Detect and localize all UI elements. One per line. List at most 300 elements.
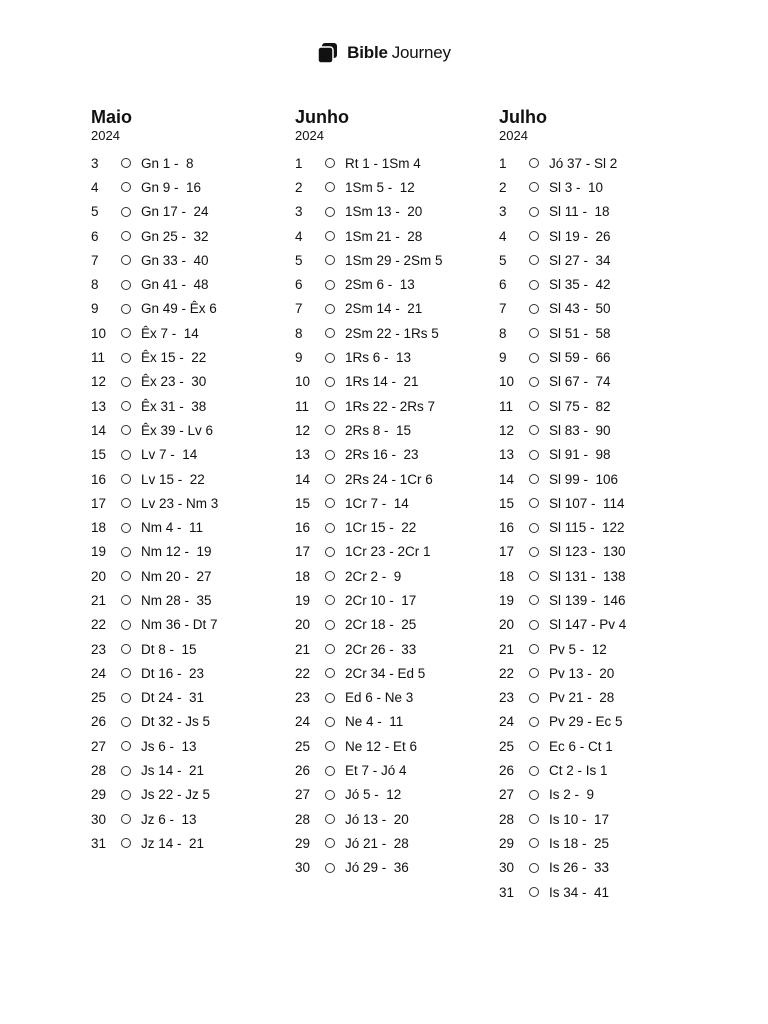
checkbox-circle-icon[interactable] (325, 450, 335, 460)
list-item[interactable] (91, 224, 295, 248)
checkbox-circle-icon[interactable] (325, 814, 335, 824)
list-item[interactable] (91, 200, 295, 224)
brand-header (0, 42, 768, 64)
checkbox-circle-icon[interactable] (325, 474, 335, 484)
checkbox-circle-icon[interactable] (325, 693, 335, 703)
day-number: 12 (499, 422, 515, 438)
checkbox-circle-icon[interactable] (529, 231, 539, 241)
list-item[interactable] (499, 807, 703, 831)
list-item[interactable] (295, 297, 499, 321)
list-item[interactable] (499, 734, 703, 758)
day-number: 4 (91, 179, 99, 195)
checkbox-circle-icon[interactable] (121, 353, 131, 363)
reading-range: Is 10 - 17 (549, 811, 610, 827)
day-number: 30 (91, 811, 107, 827)
reading-range: Is 26 - 33 (549, 860, 610, 876)
reading-range: Sl 59 - 66 (549, 350, 611, 366)
day-number: 2 (499, 179, 507, 195)
day-number: 8 (499, 325, 507, 341)
list-item[interactable] (91, 443, 295, 467)
checkbox-circle-icon[interactable] (325, 498, 335, 508)
checkbox-circle-icon[interactable] (121, 425, 131, 435)
day-number: 16 (499, 520, 515, 536)
checkbox-circle-icon[interactable] (121, 717, 131, 727)
checkbox-circle-icon[interactable] (529, 693, 539, 703)
day-number: 27 (499, 787, 515, 803)
list-item[interactable] (499, 272, 703, 296)
list-item[interactable] (295, 345, 499, 369)
checkbox-circle-icon[interactable] (529, 498, 539, 508)
list-item[interactable] (295, 613, 499, 637)
list-item[interactable] (295, 418, 499, 442)
day-number: 23 (91, 641, 107, 657)
month-year: 2024 (91, 128, 120, 143)
list-item[interactable] (499, 613, 703, 637)
checkbox-circle-icon[interactable] (529, 620, 539, 630)
reading-range: Ec 6 - Ct 1 (549, 738, 613, 754)
checkbox-circle-icon[interactable] (529, 304, 539, 314)
checkbox-circle-icon[interactable] (325, 644, 335, 654)
reading-range: Dt 16 - 23 (141, 665, 205, 681)
checkbox-circle-icon[interactable] (529, 766, 539, 776)
checkbox-circle-icon[interactable] (325, 425, 335, 435)
list-item[interactable] (499, 540, 703, 564)
checkbox-circle-icon[interactable] (121, 644, 131, 654)
checkbox-circle-icon[interactable] (121, 450, 131, 460)
stacked-cards-icon (317, 42, 339, 64)
checkbox-circle-icon[interactable] (121, 158, 131, 168)
checkbox-circle-icon[interactable] (121, 571, 131, 581)
list-item[interactable] (295, 637, 499, 661)
list-item[interactable] (295, 491, 499, 515)
day-number: 27 (295, 787, 311, 803)
list-item[interactable] (295, 515, 499, 539)
list-item[interactable] (91, 613, 295, 637)
checkbox-circle-icon[interactable] (529, 838, 539, 848)
list-item[interactable] (295, 394, 499, 418)
day-number: 26 (499, 763, 515, 779)
checkbox-circle-icon[interactable] (325, 353, 335, 363)
checkbox-circle-icon[interactable] (529, 353, 539, 363)
checkbox-circle-icon[interactable] (121, 328, 131, 338)
list-item[interactable] (295, 224, 499, 248)
reading-range: Nm 12 - 19 (141, 544, 212, 560)
checkbox-circle-icon[interactable] (121, 377, 131, 387)
checkbox-circle-icon[interactable] (529, 474, 539, 484)
checkbox-circle-icon[interactable] (325, 620, 335, 630)
list-item[interactable] (499, 200, 703, 224)
checkbox-circle-icon[interactable] (529, 547, 539, 557)
checkbox-circle-icon[interactable] (529, 571, 539, 581)
day-number: 21 (91, 592, 107, 608)
reading-range: Sl 43 - 50 (549, 301, 611, 317)
reading-range: 2Rs 8 - 15 (345, 422, 412, 438)
day-number: 24 (91, 665, 107, 681)
day-number: 19 (499, 592, 515, 608)
day-number: 28 (499, 811, 515, 827)
reading-range: Jz 6 - 13 (141, 811, 197, 827)
day-number: 20 (499, 617, 515, 633)
reading-range: Êx 39 - Lv 6 (141, 422, 214, 438)
reading-range: Êx 7 - 14 (141, 325, 199, 341)
reading-range: Êx 31 - 38 (141, 398, 207, 414)
reading-range: Js 14 - 21 (141, 763, 205, 779)
checkbox-circle-icon[interactable] (529, 450, 539, 460)
day-number: 21 (499, 641, 515, 657)
month-year: 2024 (499, 128, 528, 143)
day-number: 20 (91, 568, 107, 584)
list-item[interactable] (499, 661, 703, 685)
checkbox-circle-icon[interactable] (529, 887, 539, 897)
checkbox-circle-icon[interactable] (325, 280, 335, 290)
reading-range: Gn 25 - 32 (141, 228, 209, 244)
list-item[interactable] (295, 686, 499, 710)
checkbox-circle-icon[interactable] (529, 790, 539, 800)
reading-list (295, 151, 499, 880)
day-number: 17 (499, 544, 515, 560)
reading-range: Ne 12 - Et 6 (345, 738, 418, 754)
day-number: 17 (295, 544, 311, 560)
checkbox-circle-icon[interactable] (121, 182, 131, 192)
list-item[interactable] (499, 175, 703, 199)
reading-range: Jó 29 - 36 (345, 860, 409, 876)
list-item[interactable] (295, 443, 499, 467)
list-item[interactable] (499, 297, 703, 321)
day-number: 10 (91, 325, 107, 341)
reading-range: Lv 7 - 14 (141, 447, 198, 463)
list-item[interactable] (91, 418, 295, 442)
list-item[interactable] (91, 807, 295, 831)
day-number: 25 (91, 690, 107, 706)
list-item[interactable] (91, 588, 295, 612)
list-item[interactable] (499, 224, 703, 248)
reading-range: Dt 8 - 15 (141, 641, 197, 657)
reading-range: Sl 131 - 138 (549, 568, 626, 584)
day-number: 15 (295, 495, 311, 511)
checkbox-circle-icon[interactable] (325, 182, 335, 192)
checkbox-circle-icon[interactable] (529, 255, 539, 265)
list-item[interactable] (499, 564, 703, 588)
checkbox-circle-icon[interactable] (325, 547, 335, 557)
reading-range: Gn 49 - Êx 6 (141, 301, 217, 317)
day-number: 8 (91, 277, 99, 293)
reading-range: 1Sm 29 - 2Sm 5 (345, 252, 443, 268)
month-title: Maio (91, 107, 133, 127)
checkbox-circle-icon[interactable] (325, 401, 335, 411)
list-item[interactable] (499, 686, 703, 710)
list-item[interactable] (91, 272, 295, 296)
checkbox-circle-icon[interactable] (121, 838, 131, 848)
list-item[interactable] (295, 564, 499, 588)
day-number: 6 (499, 277, 507, 293)
list-item[interactable] (295, 540, 499, 564)
list-item[interactable] (499, 321, 703, 345)
checkbox-circle-icon[interactable] (121, 474, 131, 484)
list-item[interactable] (499, 856, 703, 880)
reading-range: Êx 23 - 30 (141, 374, 207, 390)
checkbox-circle-icon[interactable] (325, 158, 335, 168)
checkbox-circle-icon[interactable] (121, 207, 131, 217)
day-number: 15 (91, 447, 107, 463)
list-item[interactable] (91, 151, 295, 175)
list-item[interactable] (295, 734, 499, 758)
month-title: Junho (295, 107, 349, 127)
day-number: 3 (91, 155, 99, 171)
list-item[interactable] (499, 515, 703, 539)
checkbox-circle-icon[interactable] (121, 814, 131, 824)
checkbox-circle-icon[interactable] (529, 644, 539, 654)
list-item[interactable] (91, 394, 295, 418)
checkbox-circle-icon[interactable] (325, 595, 335, 605)
day-number: 6 (295, 277, 303, 293)
list-item[interactable] (91, 783, 295, 807)
checkbox-circle-icon[interactable] (121, 766, 131, 776)
list-item[interactable] (91, 248, 295, 272)
list-item[interactable] (91, 661, 295, 685)
checkbox-circle-icon[interactable] (529, 182, 539, 192)
list-item[interactable] (499, 394, 703, 418)
day-number: 7 (499, 301, 507, 317)
day-number: 17 (91, 495, 107, 511)
list-item[interactable] (499, 248, 703, 272)
checkbox-circle-icon[interactable] (325, 668, 335, 678)
list-item[interactable] (499, 637, 703, 661)
checkbox-circle-icon[interactable] (121, 620, 131, 630)
checkbox-circle-icon[interactable] (121, 523, 131, 533)
day-number: 13 (295, 447, 311, 463)
checkbox-circle-icon[interactable] (325, 863, 335, 873)
reading-range: Sl 147 - Pv 4 (549, 617, 627, 633)
checkbox-circle-icon[interactable] (121, 231, 131, 241)
day-number: 25 (295, 738, 311, 754)
checkbox-circle-icon[interactable] (325, 377, 335, 387)
month-title: Julho (499, 107, 547, 127)
list-item[interactable] (499, 370, 703, 394)
day-number: 15 (499, 495, 515, 511)
reading-range: Pv 5 - 12 (549, 641, 607, 657)
list-item[interactable] (499, 443, 703, 467)
checkbox-circle-icon[interactable] (529, 863, 539, 873)
day-number: 12 (91, 374, 107, 390)
day-number: 9 (91, 301, 99, 317)
list-item[interactable] (499, 345, 703, 369)
day-number: 4 (499, 228, 507, 244)
list-item[interactable] (91, 467, 295, 491)
list-item[interactable] (499, 758, 703, 782)
reading-range: Sl 83 - 90 (549, 422, 611, 438)
list-item[interactable] (91, 175, 295, 199)
checkbox-circle-icon[interactable] (121, 595, 131, 605)
checkbox-circle-icon[interactable] (529, 280, 539, 290)
checkbox-circle-icon[interactable] (121, 790, 131, 800)
list-item[interactable] (295, 370, 499, 394)
list-item[interactable] (295, 272, 499, 296)
reading-range: Js 6 - 13 (141, 738, 197, 754)
reading-range: Jó 21 - 28 (345, 835, 409, 851)
list-item[interactable] (91, 540, 295, 564)
list-item[interactable] (295, 588, 499, 612)
checkbox-circle-icon[interactable] (325, 766, 335, 776)
checkbox-circle-icon[interactable] (121, 255, 131, 265)
brand-name-bold: Bible (347, 43, 388, 62)
checkbox-circle-icon[interactable] (529, 377, 539, 387)
list-item[interactable] (91, 370, 295, 394)
list-item[interactable] (91, 831, 295, 855)
day-number: 18 (91, 520, 107, 536)
day-number: 1 (499, 155, 507, 171)
day-number: 22 (499, 665, 515, 681)
day-number: 30 (295, 860, 311, 876)
list-item[interactable] (91, 321, 295, 345)
checkbox-circle-icon[interactable] (325, 207, 335, 217)
list-item[interactable] (499, 151, 703, 175)
list-item[interactable] (295, 807, 499, 831)
brand-name (347, 43, 451, 63)
day-number: 11 (295, 398, 310, 414)
reading-range: Nm 28 - 35 (141, 592, 212, 608)
checkbox-circle-icon[interactable] (325, 717, 335, 727)
list-item[interactable] (295, 467, 499, 491)
reading-range: 2Rs 24 - 1Cr 6 (345, 471, 433, 487)
day-number: 5 (91, 204, 99, 220)
month-column-0 (91, 106, 295, 904)
reading-range: Is 34 - 41 (549, 884, 610, 900)
list-item[interactable] (499, 588, 703, 612)
reading-range: Pv 29 - Ec 5 (549, 714, 623, 730)
checkbox-circle-icon[interactable] (529, 328, 539, 338)
checkbox-circle-icon[interactable] (325, 790, 335, 800)
reading-range: Gn 17 - 24 (141, 204, 209, 220)
checkbox-circle-icon[interactable] (121, 693, 131, 703)
reading-range: 1Cr 15 - 22 (345, 520, 417, 536)
checkbox-circle-icon[interactable] (121, 280, 131, 290)
reading-range: Rt 1 - 1Sm 4 (345, 155, 421, 171)
list-item[interactable] (295, 661, 499, 685)
checkbox-circle-icon[interactable] (121, 401, 131, 411)
list-item[interactable] (499, 783, 703, 807)
day-number: 3 (295, 204, 303, 220)
checkbox-circle-icon[interactable] (529, 207, 539, 217)
checkbox-circle-icon[interactable] (325, 255, 335, 265)
checkbox-circle-icon[interactable] (325, 304, 335, 314)
reading-range: 1Sm 21 - 28 (345, 228, 423, 244)
reading-range: 2Sm 14 - 21 (345, 301, 423, 317)
list-item[interactable] (91, 515, 295, 539)
day-number: 22 (295, 665, 311, 681)
reading-range: 2Cr 10 - 17 (345, 592, 417, 608)
reading-range: Is 2 - 9 (549, 787, 595, 803)
day-number: 11 (91, 350, 106, 366)
list-item[interactable] (91, 491, 295, 515)
list-item[interactable] (295, 831, 499, 855)
day-number: 26 (91, 714, 107, 730)
list-item[interactable] (91, 686, 295, 710)
list-item[interactable] (499, 418, 703, 442)
day-number: 21 (295, 641, 311, 657)
checkbox-circle-icon[interactable] (529, 741, 539, 751)
list-item[interactable] (295, 175, 499, 199)
reading-range: Dt 32 - Js 5 (141, 714, 211, 730)
reading-range: Is 18 - 25 (549, 835, 610, 851)
list-item[interactable] (295, 321, 499, 345)
reading-range: 1Cr 7 - 14 (345, 495, 409, 511)
list-item[interactable] (295, 783, 499, 807)
list-item[interactable] (91, 297, 295, 321)
list-item[interactable] (91, 758, 295, 782)
list-item[interactable] (499, 467, 703, 491)
checkbox-circle-icon[interactable] (529, 717, 539, 727)
checkbox-circle-icon[interactable] (529, 668, 539, 678)
list-item[interactable] (91, 710, 295, 734)
list-item[interactable] (91, 564, 295, 588)
reading-range: 2Cr 2 - 9 (345, 568, 402, 584)
reading-range: Sl 51 - 58 (549, 325, 611, 341)
list-item[interactable] (295, 248, 499, 272)
list-item[interactable] (295, 200, 499, 224)
checkbox-circle-icon[interactable] (325, 523, 335, 533)
list-item[interactable] (499, 831, 703, 855)
checkbox-circle-icon[interactable] (121, 741, 131, 751)
list-item[interactable] (295, 710, 499, 734)
list-item[interactable] (295, 856, 499, 880)
day-number: 18 (499, 568, 515, 584)
checkbox-circle-icon[interactable] (121, 668, 131, 678)
reading-range: Sl 27 - 34 (549, 252, 611, 268)
months-container (91, 106, 703, 904)
checkbox-circle-icon[interactable] (529, 523, 539, 533)
day-number: 24 (499, 714, 515, 730)
day-number: 16 (295, 520, 311, 536)
day-number: 11 (499, 398, 514, 414)
reading-range: 2Rs 16 - 23 (345, 447, 419, 463)
day-number: 28 (295, 811, 311, 827)
checkbox-circle-icon[interactable] (529, 595, 539, 605)
reading-range: Sl 19 - 26 (549, 228, 611, 244)
checkbox-circle-icon[interactable] (325, 838, 335, 848)
list-item[interactable] (91, 345, 295, 369)
checkbox-circle-icon[interactable] (325, 571, 335, 581)
reading-range: 1Sm 13 - 20 (345, 204, 423, 220)
day-number: 19 (295, 592, 311, 608)
reading-range: Ct 2 - Is 1 (549, 763, 608, 779)
checkbox-circle-icon[interactable] (325, 741, 335, 751)
list-item[interactable] (295, 758, 499, 782)
reading-range: Sl 11 - 18 (549, 204, 610, 220)
list-item[interactable] (499, 710, 703, 734)
checkbox-circle-icon[interactable] (121, 304, 131, 314)
reading-range: Ne 4 - 11 (345, 714, 404, 730)
list-item[interactable] (499, 880, 703, 904)
checkbox-circle-icon[interactable] (529, 814, 539, 824)
list-item[interactable] (91, 637, 295, 661)
list-item[interactable] (295, 151, 499, 175)
checkbox-circle-icon[interactable] (121, 547, 131, 557)
reading-range: 2Sm 22 - 1Rs 5 (345, 325, 439, 341)
day-number: 13 (91, 398, 107, 414)
checkbox-circle-icon[interactable] (325, 328, 335, 338)
checkbox-circle-icon[interactable] (529, 401, 539, 411)
checkbox-circle-icon[interactable] (529, 425, 539, 435)
checkbox-circle-icon[interactable] (325, 231, 335, 241)
checkbox-circle-icon[interactable] (121, 498, 131, 508)
list-item[interactable] (499, 491, 703, 515)
reading-range: Dt 24 - 31 (141, 690, 205, 706)
reading-range: Gn 33 - 40 (141, 252, 209, 268)
list-item[interactable] (91, 734, 295, 758)
checkbox-circle-icon[interactable] (529, 158, 539, 168)
day-number: 4 (295, 228, 303, 244)
day-number: 5 (499, 252, 507, 268)
